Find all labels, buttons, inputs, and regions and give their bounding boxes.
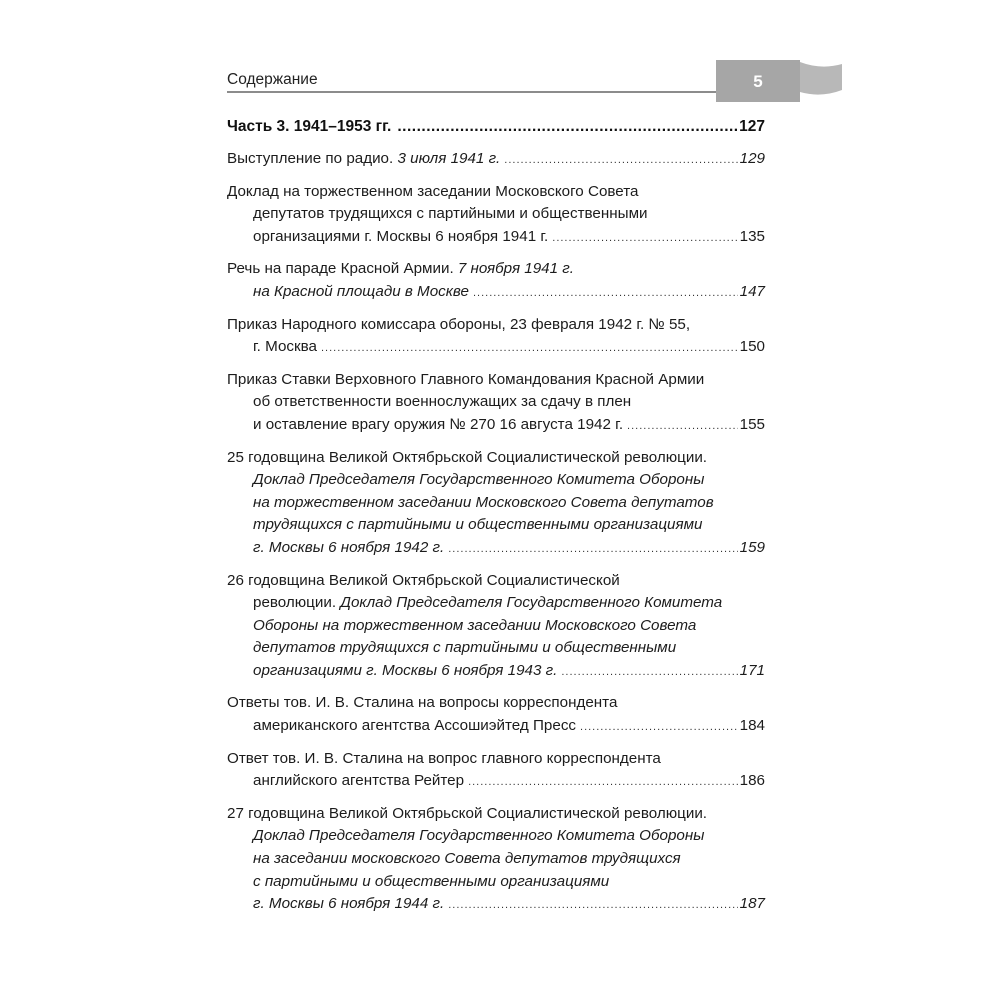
entry-page: 159 bbox=[739, 538, 765, 556]
entry-line: на Красной площади в Москве bbox=[253, 282, 469, 300]
entry-line: Ответы тов. И. В. Сталина на вопросы корреспондента bbox=[227, 694, 618, 712]
toc-entry[interactable] bbox=[227, 314, 765, 360]
entry-line: г. Москва bbox=[253, 338, 317, 356]
dot-leader bbox=[448, 538, 737, 561]
entry-line: революции. Доклад Председателя Государственного Комитета bbox=[253, 594, 723, 612]
dot-leader bbox=[580, 716, 738, 739]
toc-entry[interactable] bbox=[227, 803, 765, 917]
entry-line: Доклад Председателя Государственного Комитета Обороны bbox=[253, 471, 705, 489]
entry-line: и оставление врагу оружия № 270 16 августа 1942 г. bbox=[253, 415, 624, 433]
toc-entry[interactable] bbox=[227, 748, 765, 794]
toc-entry[interactable] bbox=[227, 258, 765, 304]
entry-line: Приказ Ставки Верховного Главного Командования Красной Армии bbox=[227, 370, 705, 388]
entry-line: Доклад Председателя Государственного Комитета Обороны bbox=[253, 827, 705, 845]
entry-page: 186 bbox=[739, 772, 765, 790]
dot-leader bbox=[397, 118, 737, 136]
toc-entry[interactable] bbox=[227, 692, 765, 738]
part-title: Часть 3. 1941–1953 гг. bbox=[227, 118, 392, 135]
entry-line: Приказ Народного комиссара обороны, 23 февраля 1942 г. № 55, bbox=[227, 315, 691, 333]
entry-page: 187 bbox=[739, 895, 765, 913]
entry-line: организациями г. Москвы 6 ноября 1943 г. bbox=[253, 661, 558, 679]
dot-leader bbox=[627, 415, 738, 438]
page-number: 5 bbox=[753, 72, 763, 91]
table-of-contents bbox=[227, 118, 765, 926]
part-heading[interactable] bbox=[227, 118, 765, 136]
toc-entry[interactable] bbox=[227, 369, 765, 438]
entry-line: американского агентства Ассошиэйтед Пресс bbox=[253, 717, 577, 735]
entry-line: об ответственности военнослужащих за сдачу в плен bbox=[253, 393, 632, 411]
entry-line: трудящихся с партийными и общественными организациями bbox=[253, 516, 703, 534]
entry-line: 27 годовщина Великой Октябрьской Социалистической революции. bbox=[227, 804, 708, 822]
dot-leader bbox=[448, 894, 737, 917]
dot-leader bbox=[321, 337, 738, 360]
entry-line: г. Москвы 6 ноября 1942 г. bbox=[253, 538, 445, 556]
toc-entry[interactable] bbox=[227, 148, 765, 172]
entry-page: 135 bbox=[739, 227, 765, 245]
entry-line: Обороны на торжественном заседании Московского Совета bbox=[253, 616, 697, 634]
entry-line: депутатов трудящихся с партийными и общественными bbox=[253, 639, 677, 657]
entry-line: английского агентства Рейтер bbox=[253, 772, 465, 790]
entry-line: 25 годовщина Великой Октябрьской Социалистической революции. bbox=[227, 448, 708, 466]
entry-line: Ответ тов. И. В. Сталина на вопрос главного корреспондента bbox=[227, 749, 661, 767]
entry-line: на торжественном заседании Московского Совета депутатов bbox=[253, 493, 714, 511]
part-page: 127 bbox=[739, 118, 765, 135]
dot-leader bbox=[552, 227, 737, 250]
entry-line: организациями г. Москвы 6 ноября 1941 г. bbox=[253, 227, 549, 245]
running-title: Содержание bbox=[227, 71, 318, 88]
entry-page: 150 bbox=[739, 338, 765, 356]
entry-line: Доклад на торжественном заседании Московского Совета bbox=[227, 182, 639, 200]
toc-entry[interactable] bbox=[227, 447, 765, 561]
entry-date: 3 июля 1941 г. bbox=[397, 150, 501, 167]
dot-leader bbox=[473, 282, 738, 305]
entry-page: 129 bbox=[739, 150, 765, 167]
entry-page: 171 bbox=[739, 661, 765, 679]
entry-page: 184 bbox=[739, 717, 765, 735]
entry-line: с партийными и общественными организациями bbox=[253, 872, 610, 890]
entry-line: Речь на параде Красной Армии. 7 ноября 1941 г. bbox=[227, 260, 575, 278]
toc-entry[interactable] bbox=[227, 570, 765, 684]
entry-line: на заседании московского Совета депутатов трудящихся bbox=[253, 850, 681, 868]
dot-leader bbox=[468, 771, 738, 794]
entry-line: г. Москвы 6 ноября 1944 г. bbox=[253, 895, 445, 913]
entry-page: 155 bbox=[739, 415, 765, 433]
dot-leader bbox=[504, 149, 737, 172]
entry-line: 26 годовщина Великой Октябрьской Социалистической bbox=[227, 571, 620, 589]
dot-leader bbox=[561, 661, 737, 684]
entry-line: депутатов трудящихся с партийными и общественными bbox=[253, 205, 648, 223]
entry-page: 147 bbox=[739, 282, 765, 300]
entry-title: Выступление по радио. bbox=[227, 150, 394, 167]
toc-entry[interactable] bbox=[227, 181, 765, 250]
header-rule bbox=[227, 91, 717, 93]
